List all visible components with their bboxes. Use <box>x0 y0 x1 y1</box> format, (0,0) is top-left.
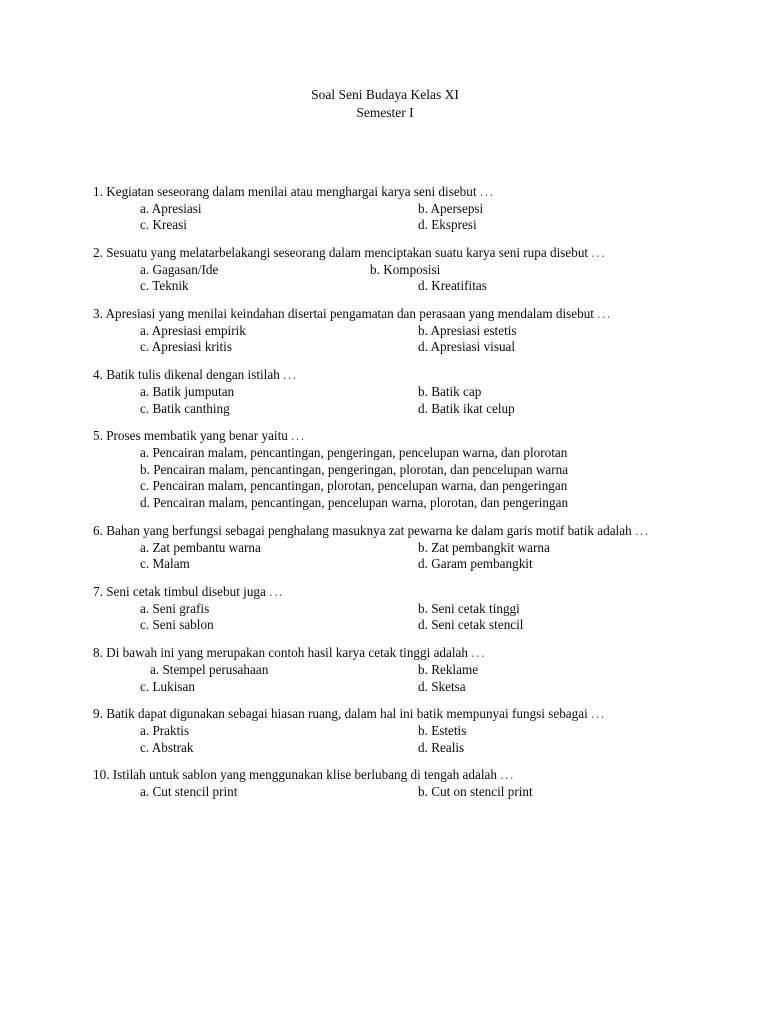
option-list <box>93 601 677 635</box>
option-label: b. <box>418 722 428 738</box>
answer-option[interactable] <box>418 740 464 757</box>
stem-ellipsis: ... <box>500 767 515 783</box>
answer-option[interactable] <box>140 478 567 493</box>
option-text: Pencairan malam, pencantingan, plorotan, pencelupan warna, dan pengeringan <box>152 478 568 494</box>
document-content <box>93 86 677 812</box>
answer-option[interactable] <box>418 601 520 618</box>
option-label: b. <box>140 461 150 477</box>
option-row <box>93 679 677 696</box>
answer-option[interactable] <box>140 679 195 696</box>
option-text: Lukisan <box>152 678 195 694</box>
option-label: a. <box>140 722 150 738</box>
option-row <box>93 278 677 295</box>
question-text: Di bawah ini yang merupakan contoh hasil karya cetak tinggi adalah <box>106 645 468 661</box>
option-text: Gagasan/Ide <box>152 261 219 277</box>
option-list <box>93 262 677 296</box>
option-row <box>93 601 677 618</box>
answer-option[interactable] <box>418 617 523 634</box>
question-stem <box>93 523 677 540</box>
option-label: a. <box>150 661 160 677</box>
option-list <box>93 723 677 757</box>
option-row <box>93 201 677 218</box>
stem-ellipsis: ... <box>269 584 284 600</box>
option-text: Teknik <box>152 278 189 294</box>
option-label: a. <box>140 444 150 460</box>
answer-option[interactable] <box>418 201 483 218</box>
question-block <box>93 306 677 356</box>
answer-option[interactable] <box>370 262 440 279</box>
option-text: Sketsa <box>431 678 466 694</box>
question-number: 2. <box>93 245 103 261</box>
option-list <box>93 201 677 235</box>
question-number: 7. <box>93 584 103 600</box>
option-text: Apresiasi estetis <box>430 322 517 338</box>
option-list <box>93 662 677 696</box>
answer-option[interactable] <box>418 384 481 401</box>
option-label: d. <box>140 495 150 511</box>
option-text: Batik ikat celup <box>431 400 515 416</box>
stem-ellipsis: ... <box>597 306 612 322</box>
option-row <box>93 323 677 340</box>
option-label: d. <box>418 400 428 416</box>
option-label: c. <box>140 678 150 694</box>
option-row <box>93 723 677 740</box>
option-text: Batik cap <box>431 383 482 399</box>
answer-option[interactable] <box>418 540 550 557</box>
question-stem <box>93 767 677 784</box>
stem-ellipsis: ... <box>634 523 650 539</box>
option-row <box>93 495 677 512</box>
answer-option[interactable] <box>140 384 234 401</box>
option-text: Realis <box>431 739 465 755</box>
question-block <box>93 367 677 417</box>
answer-option[interactable] <box>150 662 268 679</box>
option-text: Estetis <box>431 722 467 738</box>
option-text: Ekspresi <box>431 217 477 233</box>
option-label: a. <box>140 322 150 338</box>
option-label: c. <box>140 400 150 416</box>
option-label: b. <box>418 322 428 338</box>
option-text: Seni cetak tinggi <box>431 600 520 616</box>
stem-ellipsis: ... <box>471 645 486 661</box>
option-label: a. <box>140 383 150 399</box>
option-text: Malam <box>152 556 190 572</box>
option-text: Apresiasi kritis <box>151 339 232 355</box>
answer-option[interactable] <box>140 262 218 279</box>
option-text: Praktis <box>152 722 190 738</box>
question-block <box>93 184 677 234</box>
answer-option[interactable] <box>418 723 466 740</box>
option-label: a. <box>140 539 150 555</box>
option-row <box>93 262 677 279</box>
stem-ellipsis: ... <box>591 245 607 261</box>
answer-option[interactable] <box>140 495 568 510</box>
answer-option[interactable] <box>140 784 237 801</box>
option-label: a. <box>140 261 150 277</box>
option-text: Apresiasi visual <box>430 339 516 355</box>
option-label: b. <box>418 383 428 399</box>
answer-option[interactable] <box>140 278 189 295</box>
answer-option[interactable] <box>418 662 478 679</box>
option-label: d. <box>418 217 428 233</box>
option-label: d. <box>418 278 428 294</box>
option-row <box>93 478 677 495</box>
option-label: d. <box>418 739 428 755</box>
question-stem <box>93 367 677 384</box>
option-label: b. <box>418 200 428 216</box>
option-text: Kreatifitas <box>431 278 487 294</box>
option-row <box>93 217 677 234</box>
option-label: b. <box>418 600 428 616</box>
answer-option[interactable] <box>140 323 246 340</box>
answer-option[interactable] <box>418 556 533 573</box>
option-text: Garam pembangkit <box>431 556 533 572</box>
question-stem <box>93 306 677 323</box>
option-text: Cut on stencil print <box>431 783 533 799</box>
option-label: a. <box>140 600 150 616</box>
option-label: c. <box>140 739 150 755</box>
option-text: Stempel perusahaan <box>162 661 269 677</box>
answer-option[interactable] <box>140 723 189 740</box>
option-label: b. <box>370 261 380 277</box>
option-text: Apresiasi <box>151 200 202 216</box>
option-row <box>93 617 677 634</box>
option-label: b. <box>418 539 428 555</box>
answer-option[interactable] <box>418 278 487 295</box>
answer-option[interactable] <box>140 740 194 757</box>
option-label: c. <box>140 278 150 294</box>
answer-option[interactable] <box>140 217 187 234</box>
option-text: Seni grafis <box>152 600 210 616</box>
option-row <box>93 462 677 479</box>
option-label: c. <box>140 217 150 233</box>
option-text: Seni cetak stencil <box>431 617 524 633</box>
title-line-1: Soal Seni Budaya Kelas XI <box>311 87 459 102</box>
stem-ellipsis: ... <box>283 367 298 383</box>
option-text: Batik canthing <box>152 400 230 416</box>
question-stem <box>93 428 677 445</box>
stem-ellipsis: ... <box>591 706 606 722</box>
option-text: Komposisi <box>383 261 441 277</box>
question-stem <box>93 706 677 723</box>
answer-option[interactable] <box>140 201 202 218</box>
answer-option[interactable] <box>140 617 214 634</box>
option-label: c. <box>140 556 150 572</box>
question-text: Sesuatu yang melatarbelakangi seseorang dalam menciptakan suatu karya seni rupa disebut <box>106 245 589 261</box>
question-number: 4. <box>93 367 103 383</box>
question-block <box>93 645 677 695</box>
answer-option[interactable] <box>418 339 515 356</box>
question-block <box>93 245 677 295</box>
option-label: c. <box>140 339 150 355</box>
question-number: 5. <box>93 428 103 444</box>
option-text: Kreasi <box>152 217 187 233</box>
question-text: Bahan yang berfungsi sebagai penghalang masuknya zat pewarna ke dalam garis motif batik adalah <box>106 523 632 539</box>
option-text: Apersepsi <box>430 200 484 216</box>
option-label: d. <box>418 678 428 694</box>
option-label: c. <box>140 478 150 494</box>
question-stem <box>93 184 677 201</box>
option-text: Zat pembantu warna <box>152 539 261 555</box>
option-list <box>93 784 677 801</box>
option-row <box>93 384 677 401</box>
option-label: b. <box>418 661 428 677</box>
question-stem <box>93 584 677 601</box>
option-row <box>93 339 677 356</box>
option-row <box>93 740 677 757</box>
option-row <box>93 401 677 418</box>
question-number: 8. <box>93 645 103 661</box>
question-block <box>93 706 677 756</box>
option-text: Abstrak <box>151 739 194 755</box>
question-text: Apresiasi yang menilai keindahan disertai pengamatan dan perasaan yang mendalam disebut <box>105 306 594 322</box>
stem-ellipsis: ... <box>291 428 306 444</box>
answer-option[interactable] <box>140 540 261 557</box>
question-text: Proses membatik yang benar yaitu <box>106 428 288 444</box>
question-text: Batik tulis dikenal dengan istilah <box>106 367 280 383</box>
question-stem <box>93 645 677 662</box>
option-text: Pencairan malam, pencantingan, pencelupan warna, plorotan, dan pengeringan <box>153 495 569 511</box>
answer-option[interactable] <box>140 462 568 477</box>
stem-ellipsis: ... <box>479 184 495 199</box>
option-text: Pencairan malam, pencantingan, pengeringan, plorotan, dan pencelupan warna <box>153 461 569 477</box>
option-row <box>93 556 677 573</box>
option-row <box>93 662 677 679</box>
question-stem <box>93 245 677 262</box>
option-text: Seni sablon <box>152 617 214 633</box>
answer-option[interactable] <box>140 339 232 356</box>
answer-option[interactable] <box>140 556 190 573</box>
option-text: Pencairan malam, pencantingan, pengeringan, pencelupan warna, dan plorotan <box>152 444 568 460</box>
answer-option[interactable] <box>140 401 230 418</box>
answer-option[interactable] <box>418 217 477 234</box>
option-label: b. <box>418 783 428 799</box>
option-list <box>93 540 677 574</box>
option-text: Apresiasi empirik <box>151 322 246 338</box>
title-line-2: Semester I <box>356 105 414 120</box>
title-spacer <box>93 122 677 184</box>
option-label: a. <box>140 783 150 799</box>
question-text: Batik dapat digunakan sebagai hiasan ruang, dalam hal ini batik mempunyai fungsi sebagai <box>106 706 588 722</box>
option-label: c. <box>140 617 150 633</box>
option-text: Batik jumputan <box>152 383 235 399</box>
answer-option[interactable] <box>418 784 533 801</box>
question-text: Istilah untuk sablon yang menggunakan klise berlubang di tengah adalah <box>112 767 497 783</box>
answer-option[interactable] <box>418 323 517 340</box>
answer-option[interactable] <box>418 679 466 696</box>
question-number: 10. <box>93 767 110 783</box>
question-text: Seni cetak timbul disebut juga <box>106 584 266 600</box>
answer-option[interactable] <box>140 601 209 618</box>
option-list <box>93 445 677 512</box>
option-list <box>93 384 677 418</box>
answer-option[interactable] <box>140 445 567 460</box>
option-text: Zat pembangkit warna <box>431 539 550 555</box>
question-block <box>93 767 677 800</box>
option-list <box>93 323 677 357</box>
question-block <box>93 584 677 634</box>
option-label: d. <box>418 339 428 355</box>
option-row <box>93 784 677 801</box>
option-label: d. <box>418 617 428 633</box>
option-text: Cut stencil print <box>152 783 238 799</box>
question-number: 6. <box>93 523 103 539</box>
answer-option[interactable] <box>418 401 515 418</box>
option-row <box>93 540 677 557</box>
option-label: a. <box>140 200 150 216</box>
question-number: 3. <box>93 306 103 322</box>
question-block <box>93 428 677 512</box>
question-block <box>93 523 677 573</box>
question-list <box>93 184 677 801</box>
option-row <box>93 445 677 462</box>
question-number: 1. <box>93 184 103 199</box>
option-label: d. <box>418 556 428 572</box>
question-number: 9. <box>93 706 103 722</box>
option-text: Reklame <box>431 661 479 677</box>
page-title <box>93 86 677 122</box>
question-text: Kegiatan seseorang dalam menilai atau menghargai karya seni disebut <box>106 184 477 199</box>
